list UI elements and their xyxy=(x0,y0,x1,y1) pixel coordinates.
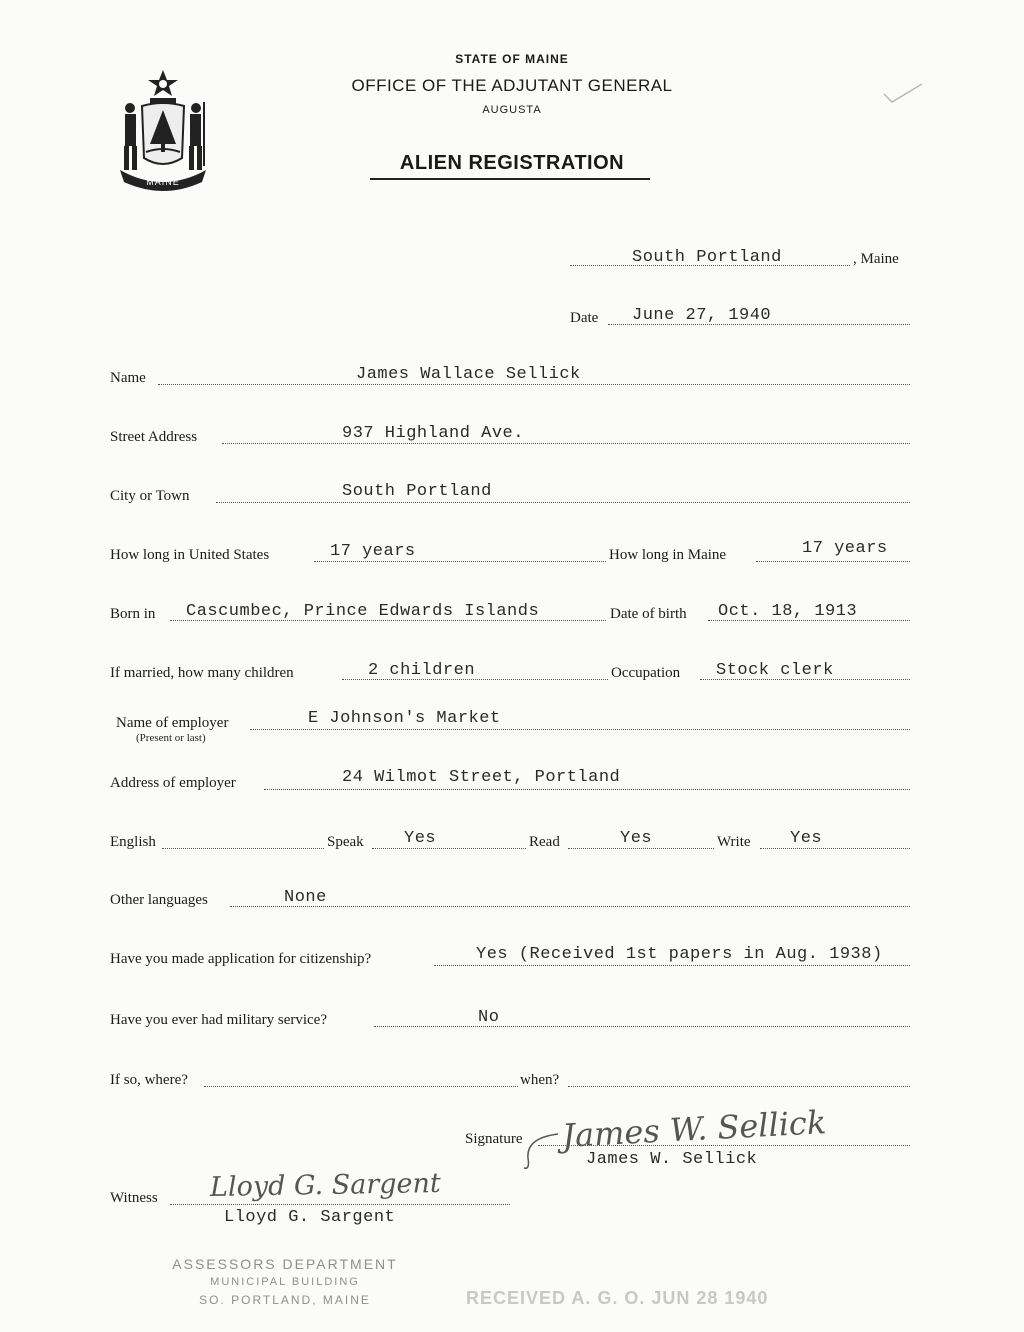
read-label: Read xyxy=(529,834,560,850)
header-office: OFFICE OF THE ADJUTANT GENERAL xyxy=(351,76,673,95)
write-value: Yes xyxy=(790,829,823,848)
speak-value: Yes xyxy=(404,829,437,848)
us-time-label: How long in United States xyxy=(110,547,270,563)
us-time-value: 17 years xyxy=(330,542,416,561)
where-label: If so, where? xyxy=(110,1072,188,1088)
witness-line xyxy=(170,1204,510,1205)
location-suffix: , Maine xyxy=(853,251,899,267)
city-line xyxy=(216,502,910,503)
date-value: June 27, 1940 xyxy=(632,306,772,325)
city-label: City or Town xyxy=(110,488,190,504)
employer-address-value: 24 Wilmot Street, Portland xyxy=(342,768,621,787)
assessors-stamp-line1: ASSESSORS DEPARTMENT xyxy=(172,1256,398,1272)
dob-value: Oct. 18, 1913 xyxy=(718,602,858,621)
employer-label: Name of employer xyxy=(116,715,229,731)
other-languages-line xyxy=(230,906,910,907)
employer-sublabel: (Present or last) xyxy=(136,732,206,744)
signature-label: Signature xyxy=(465,1131,523,1147)
english-line xyxy=(162,848,324,849)
employer-address-label: Address of employer xyxy=(110,775,236,791)
received-stamp: RECEIVED A. G. O. JUN 28 1940 xyxy=(466,1288,769,1308)
name-label: Name xyxy=(110,370,146,386)
citizenship-label: Have you made application for citizenship? xyxy=(110,951,372,967)
city-value: South Portland xyxy=(342,482,492,501)
maine-time-line xyxy=(756,561,910,562)
assessors-stamp-line3: SO. PORTLAND, MAINE xyxy=(199,1293,371,1307)
assessors-stamp-line2: MUNICIPAL BUILDING xyxy=(210,1276,360,1288)
speak-line xyxy=(372,848,526,849)
write-label: Write xyxy=(717,834,751,850)
other-languages-label: Other languages xyxy=(110,892,208,908)
occupation-label: Occupation xyxy=(611,665,681,681)
occupation-value: Stock clerk xyxy=(716,661,834,680)
checkmark-icon xyxy=(880,82,926,106)
born-in-label: Born in xyxy=(110,606,156,622)
children-label: If married, how many children xyxy=(110,665,294,681)
header-city: AUGUSTA xyxy=(482,104,542,116)
street-label: Street Address xyxy=(110,429,198,445)
maine-time-value: 17 years xyxy=(802,539,888,558)
military-label: Have you ever had military service? xyxy=(110,1012,327,1028)
when-label: when? xyxy=(520,1072,560,1088)
witness-label: Witness xyxy=(110,1190,158,1206)
street-line xyxy=(222,443,910,444)
street-value: 937 Highland Ave. xyxy=(342,424,524,443)
read-value: Yes xyxy=(620,829,653,848)
english-label: English xyxy=(110,834,156,850)
location-value: South Portland xyxy=(632,248,782,267)
military-value: No xyxy=(478,1008,500,1027)
header-state: STATE OF MAINE xyxy=(455,52,569,66)
born-in-value: Cascumbec, Prince Edwards Islands xyxy=(186,602,540,621)
signature-flourish xyxy=(518,1128,566,1172)
dob-label: Date of birth xyxy=(610,606,687,622)
employer-address-line xyxy=(264,789,910,790)
children-value: 2 children xyxy=(368,661,476,680)
where-line xyxy=(204,1086,518,1087)
seal-label: MAINE xyxy=(146,177,180,187)
write-line xyxy=(760,848,910,849)
date-label: Date xyxy=(570,310,599,326)
name-value: James Wallace Sellick xyxy=(356,365,581,384)
us-time-line xyxy=(314,561,606,562)
employer-line xyxy=(250,729,910,730)
signature-typed: James W. Sellick xyxy=(586,1150,758,1169)
citizenship-value: Yes (Received 1st papers in Aug. 1938) xyxy=(476,945,883,964)
maine-time-label: How long in Maine xyxy=(609,547,727,563)
when-line xyxy=(568,1086,910,1087)
signature-handwriting: James W. Sellick xyxy=(561,1103,828,1155)
form-title: ALIEN REGISTRATION xyxy=(399,152,625,174)
other-languages-value: None xyxy=(284,888,327,907)
read-line xyxy=(568,848,714,849)
citizenship-line xyxy=(434,965,910,966)
military-line xyxy=(374,1026,910,1027)
employer-value: E Johnson's Market xyxy=(308,709,501,728)
witness-handwriting: Lloyd G. Sargent xyxy=(209,1167,441,1204)
name-line xyxy=(158,384,910,385)
speak-label: Speak xyxy=(327,834,364,850)
title-underline xyxy=(370,178,650,180)
witness-typed: Lloyd G. Sargent xyxy=(224,1208,396,1227)
